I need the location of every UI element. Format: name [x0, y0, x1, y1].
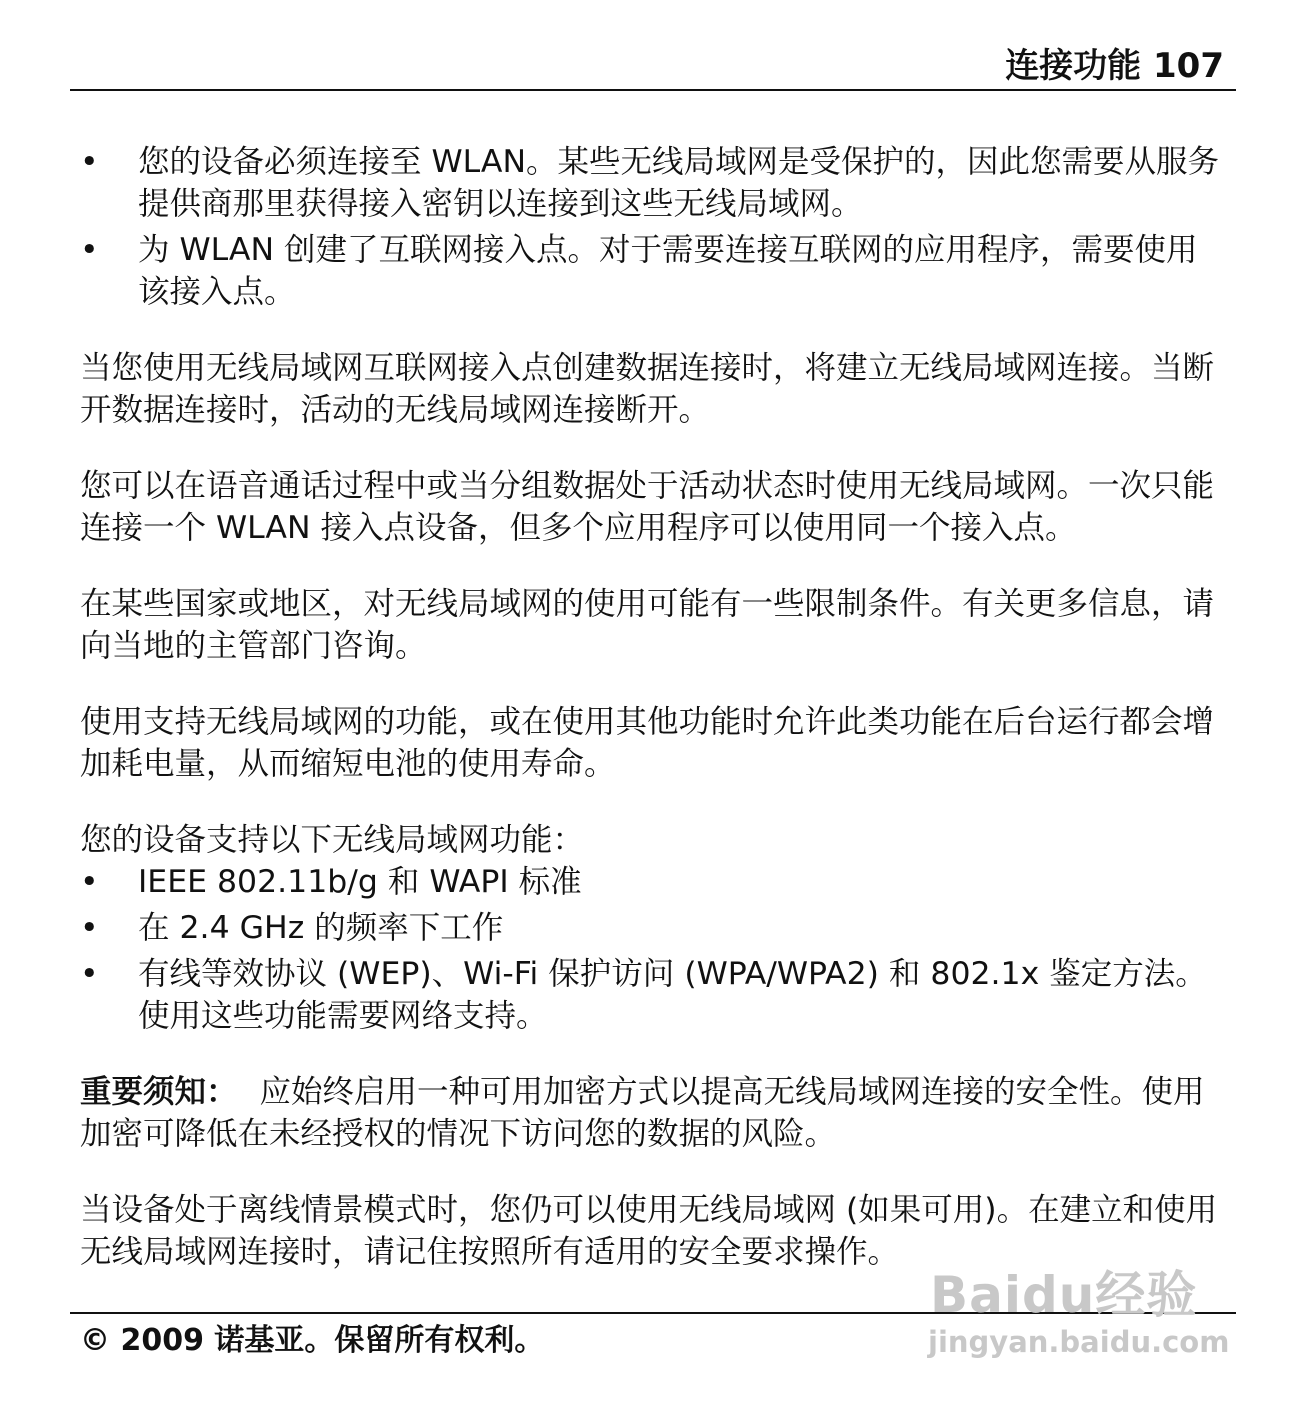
- baidu-jingyan-watermark: [920, 1255, 1230, 1375]
- header-divider: [70, 89, 1236, 91]
- paragraph-restrictions: 在某些国家或地区，对无线局域网的使用可能有一些限制条件。有关更多信息，请向当地的主管部门咨询。: [80, 586, 1215, 664]
- list-item-text: 有线等效协议 (WEP)、Wi-Fi 保护访问 (WPA/WPA2) 和 802.1x 鉴定方法。使用这些功能需要网络支持。: [138, 956, 1207, 1034]
- paragraph-battery: 使用支持无线局域网的功能，或在使用其他功能时允许此类功能在后台运行都会增加耗电量，从而缩短电池的使用寿命。: [80, 704, 1215, 782]
- page-header-title: 连接功能 107: [1005, 46, 1224, 86]
- watermark-brand: Baidu经验: [930, 1266, 1198, 1324]
- list-item: [80, 141, 1225, 225]
- watermark-url: jingyan.baidu.com: [928, 1325, 1230, 1359]
- bullet-icon: •: [80, 910, 99, 946]
- bullet-icon: •: [80, 864, 99, 900]
- list-item-text: 在 2.4 GHz 的频率下工作: [138, 910, 504, 946]
- important-note-text: 应始终启用一种可用加密方式以提高无线局域网连接的安全性。使用加密可降低在未经授权的情况下访问您的数据的风险。: [80, 1074, 1205, 1152]
- copyright-notice: © 2009 诺基亚。保留所有权利。: [80, 1323, 545, 1358]
- bullet-icon: •: [80, 956, 99, 992]
- paragraph-connection: 当您使用无线局域网互联网接入点创建数据连接时，将建立无线局域网连接。当断开数据连接时，活动的无线局域网连接断开。: [80, 350, 1215, 428]
- paragraph-voice-call: 您可以在语音通话过程中或当分组数据处于活动状态时使用无线局域网。一次只能连接一个 WLAN 接入点设备，但多个应用程序可以使用同一个接入点。: [80, 468, 1215, 546]
- feature-bullet-list: [80, 861, 1225, 1037]
- bullet-icon: •: [80, 232, 99, 268]
- list-item: [80, 229, 1225, 313]
- list-item: [80, 861, 1225, 903]
- list-item: [80, 907, 1225, 949]
- intro-bullet-list: [80, 141, 1225, 313]
- list-item-text: 为 WLAN 创建了互联网接入点。对于需要连接互联网的应用程序，需要使用该接入点。: [138, 232, 1198, 310]
- bullet-icon: •: [80, 144, 99, 180]
- important-note-label: 重要须知：: [80, 1074, 238, 1110]
- list-item-text: 您的设备必须连接至 WLAN。某些无线局域网是受保护的，因此您需要从服务提供商那里获得接入密钥以连接到这些无线局域网。: [138, 144, 1220, 222]
- list-item-text: IEEE 802.11b/g 和 WAPI 标准: [138, 864, 582, 900]
- important-note: [80, 1071, 1225, 1155]
- list-item: [80, 953, 1225, 1037]
- paragraph-features-intro: 您的设备支持以下无线局域网功能：: [80, 822, 585, 858]
- page-body: [80, 141, 1225, 1273]
- footer-divider: [70, 1312, 1236, 1314]
- paragraph-offline-profile: 当设备处于离线情景模式时，您仍可以使用无线局域网 (如果可用)。在建立和使用无线局域网连接时，请记住按照所有适用的安全要求操作。: [80, 1192, 1218, 1270]
